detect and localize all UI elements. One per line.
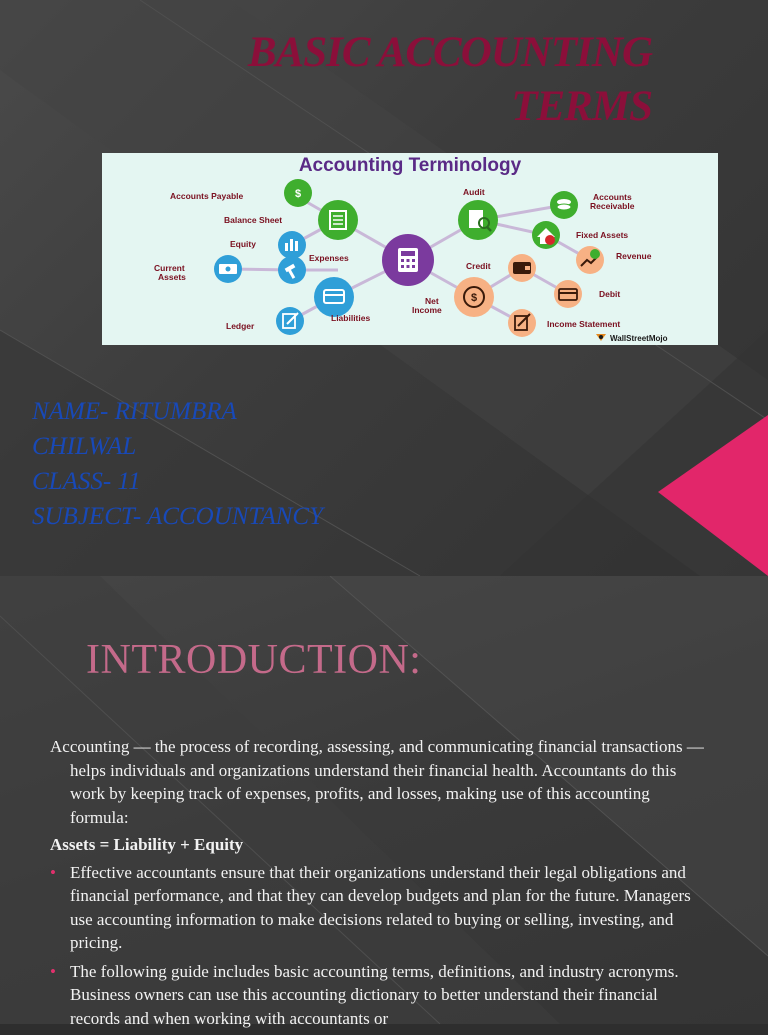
label-current-assets-2: Assets [158, 272, 186, 282]
slide-title-line2: TERMS [511, 83, 652, 130]
student-subject: SUBJECT- ACCOUNTANCY [32, 503, 324, 530]
infographic-heading: Accounting Terminology [298, 155, 522, 176]
accounting-formula: Assets = Liability + Equity [50, 835, 244, 854]
svg-text:$: $ [294, 188, 302, 200]
slide-title [180, 26, 652, 134]
bullet-icon: • [50, 961, 56, 981]
student-details [32, 394, 323, 534]
brand-label: WallStreetMojo [610, 334, 668, 343]
student-name-line2: CHILWAL [32, 433, 137, 460]
svg-text:$: $ [470, 292, 478, 304]
fixed-assets-icon [532, 221, 560, 249]
student-class: CLASS- 11 [32, 468, 141, 495]
label-audit: Audit [463, 187, 485, 197]
label-balance-sheet: Balance Sheet [224, 215, 283, 225]
label-accounts-receivable-2: Receivable [590, 201, 635, 211]
label-credit: Credit [466, 261, 491, 271]
accounts-receivable-icon [550, 191, 578, 219]
label-accounts-payable: Accounts Payable [170, 191, 244, 201]
bullet-item [50, 861, 710, 955]
bullet-icon: • [50, 862, 56, 882]
revenue-icon [576, 246, 604, 274]
income-statement-icon [508, 309, 536, 337]
credit-icon [508, 254, 536, 282]
label-accounts-receivable-1: Accounts [593, 192, 632, 202]
infographic-diagram [102, 153, 718, 345]
label-net-income-1: Net [425, 296, 439, 306]
wallstreetmojo-logo [596, 334, 668, 343]
label-equity: Equity [230, 239, 256, 249]
debit-icon [554, 280, 582, 308]
bullet-text: The following guide includes basic accounting terms, definitions, and industry acronyms. Business owners can use this accounting dictionary to better understand their financial records and when working with accountants or [70, 961, 679, 1028]
label-expenses: Expenses [309, 253, 349, 263]
ledger-icon [276, 307, 304, 335]
equity-icon [278, 231, 306, 259]
audit-icon [458, 200, 498, 240]
slide-title-line1: BASIC ACCOUNTING [247, 29, 652, 76]
bullet-item [50, 960, 710, 1031]
intro-paragraph: Accounting — the process of recording, assessing, and communicating financial transactions — helps individuals and organizations understand their financial health. Accountants do this work by keeping track of expenses, profits, and losses, making use of this accounting formula: [50, 737, 704, 827]
bullet-text: Effective accountants ensure that their organizations understand their legal obligations and financial performance, and that they can develop budgets and plan for the future. Managers use accounting information to make decisions related to buying or selling, investing, and pricing. [70, 862, 691, 952]
accounting-terminology-infographic [102, 153, 718, 345]
label-income-statement: Income Statement [547, 319, 621, 329]
calculator-icon [382, 234, 434, 286]
net-income-icon [454, 277, 494, 317]
accounts-payable-icon [284, 179, 312, 207]
student-name-line1: NAME- RITUMBRA [32, 398, 237, 425]
current-assets-icon [214, 255, 242, 283]
label-liabilities: Liabilities [331, 313, 371, 323]
label-fixed-assets: Fixed Assets [576, 230, 629, 240]
introduction-heading: INTRODUCTION: [86, 637, 422, 683]
label-debit: Debit [599, 289, 621, 299]
label-current-assets-1: Current [154, 263, 185, 273]
introduction-body [50, 735, 710, 1035]
label-revenue: Revenue [616, 251, 652, 261]
label-ledger: Ledger [226, 321, 255, 331]
liabilities-icon [314, 277, 354, 317]
expenses-icon [278, 256, 306, 284]
balance-sheet-icon [318, 200, 358, 240]
label-net-income-2: Income [412, 305, 442, 315]
